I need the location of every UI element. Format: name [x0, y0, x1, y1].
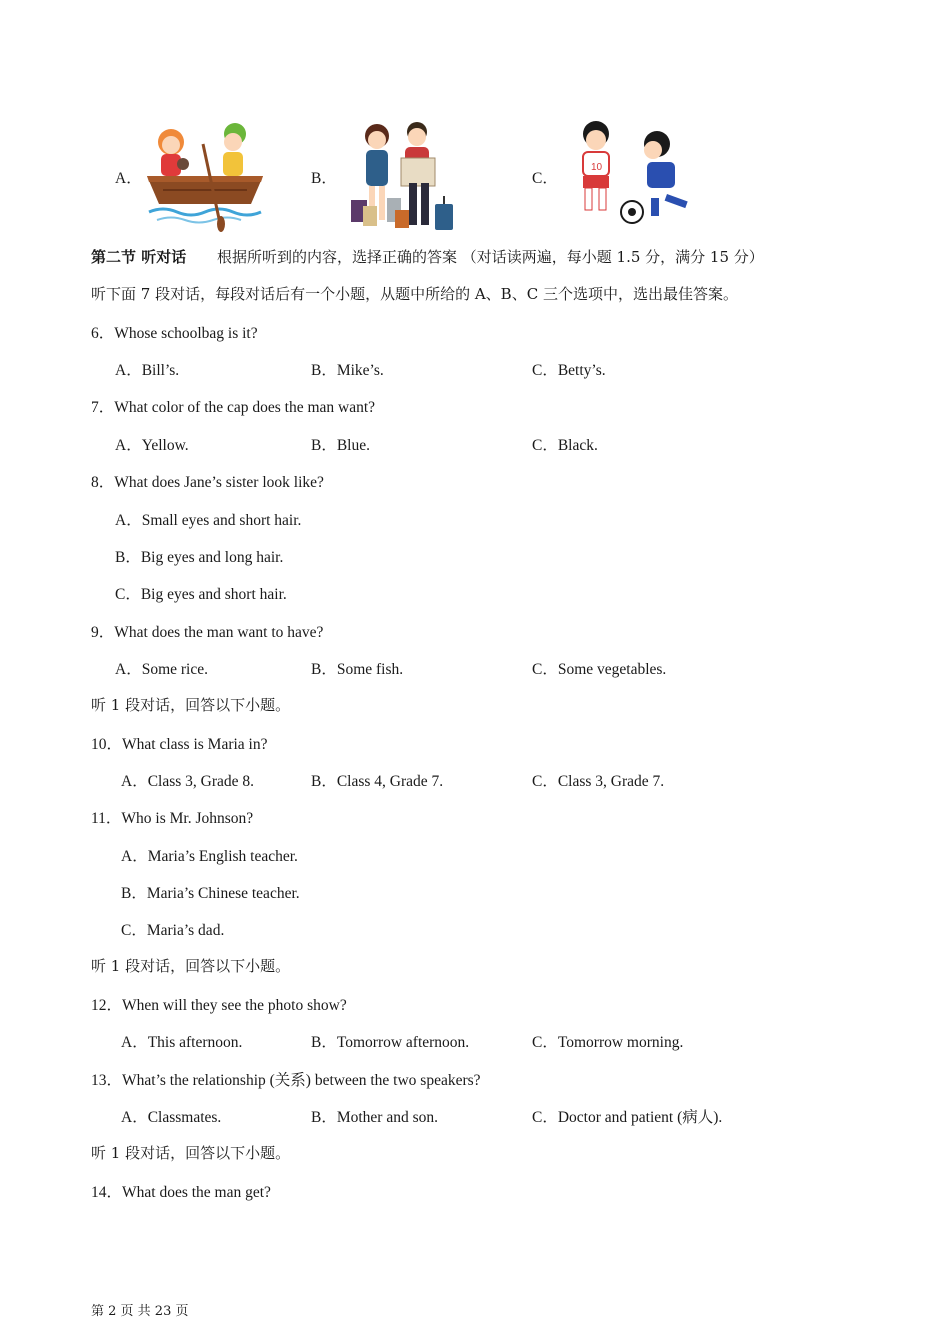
question-6: 6．Whose schoolbag is it? [91, 325, 258, 342]
listen-instruction-3: 听 1 段对话，回答以下小题。 [91, 1144, 291, 1162]
q10-option-c: C．Class 3, Grade 7. [532, 773, 665, 790]
q9-option-c: C．Some vegetables. [532, 661, 667, 678]
q11-option-c: C．Maria’s dad. [121, 922, 225, 939]
question-8: 8．What does Jane’s sister look like? [91, 474, 324, 491]
boat-picture [143, 120, 267, 232]
q6-option-a: A．Bill’s. [115, 362, 180, 379]
section-instruction: 根据所听到的内容，选择正确的答案 （对话读两遍，每小题 1.5 分，满分 15 分） [217, 248, 764, 266]
shopping-picture [341, 120, 459, 233]
q11-option-b: B．Maria’s Chinese teacher. [121, 885, 300, 902]
q12-option-b: B．Tomorrow afternoon. [311, 1034, 470, 1051]
q12-option-a: A．This afternoon. [121, 1034, 243, 1051]
listen-instruction-2: 听 1 段对话，回答以下小题。 [91, 957, 291, 975]
svg-text:10: 10 [591, 162, 603, 173]
question-7: 7．What color of the cap does the man want? [91, 399, 376, 416]
section-intro: 听下面 7 段对话，每段对话后有一个小题，从题中所给的 A、B、C 三个选项中，选出最佳答案。 [91, 285, 738, 303]
question-12: 12．When will they see the photo show? [91, 997, 347, 1014]
q8-option-c: C．Big eyes and short hair. [115, 586, 287, 603]
q8-option-b: B．Big eyes and long hair. [115, 549, 284, 566]
q9-option-a: A．Some rice. [115, 661, 208, 678]
section-heading: 第二节 听对话 [91, 248, 187, 266]
q6-option-c: C．Betty’s. [532, 362, 606, 379]
q9-option-b: B．Some fish. [311, 661, 404, 678]
image-option-c-label: C． [532, 170, 558, 187]
q10-option-a: A．Class 3, Grade 8. [121, 773, 255, 790]
q7-option-c: C．Black. [532, 437, 598, 454]
q11-option-a: A．Maria’s English teacher. [121, 848, 298, 865]
q13-option-a: A．Classmates. [121, 1109, 222, 1126]
football-picture [565, 120, 707, 227]
q7-option-a: A．Yellow. [115, 437, 189, 454]
q13-option-b: B．Mother and son. [311, 1109, 439, 1126]
q10-option-b: B．Class 4, Grade 7. [311, 773, 444, 790]
question-10: 10．What class is Maria in? [91, 736, 268, 753]
image-option-b-label: B． [311, 170, 337, 187]
image-option-a-label: A． [115, 170, 142, 187]
question-11: 11．Who is Mr. Johnson? [91, 810, 254, 827]
q6-option-b: B．Mike’s. [311, 362, 384, 379]
q12-option-c: C．Tomorrow morning. [532, 1034, 684, 1051]
q13-option-c: C．Doctor and patient (病人). [532, 1109, 723, 1126]
q7-option-b: B．Blue. [311, 437, 370, 454]
listen-instruction-1: 听 1 段对话，回答以下小题。 [91, 696, 291, 714]
q8-option-a: A．Small eyes and short hair. [115, 512, 302, 529]
question-13: 13．What’s the relationship (关系) between the two speakers? [91, 1072, 481, 1089]
page-footer: 第 2 页 共 23 页 [91, 1304, 189, 1319]
question-14: 14．What does the man get? [91, 1184, 271, 1201]
question-9: 9．What does the man want to have? [91, 624, 324, 641]
